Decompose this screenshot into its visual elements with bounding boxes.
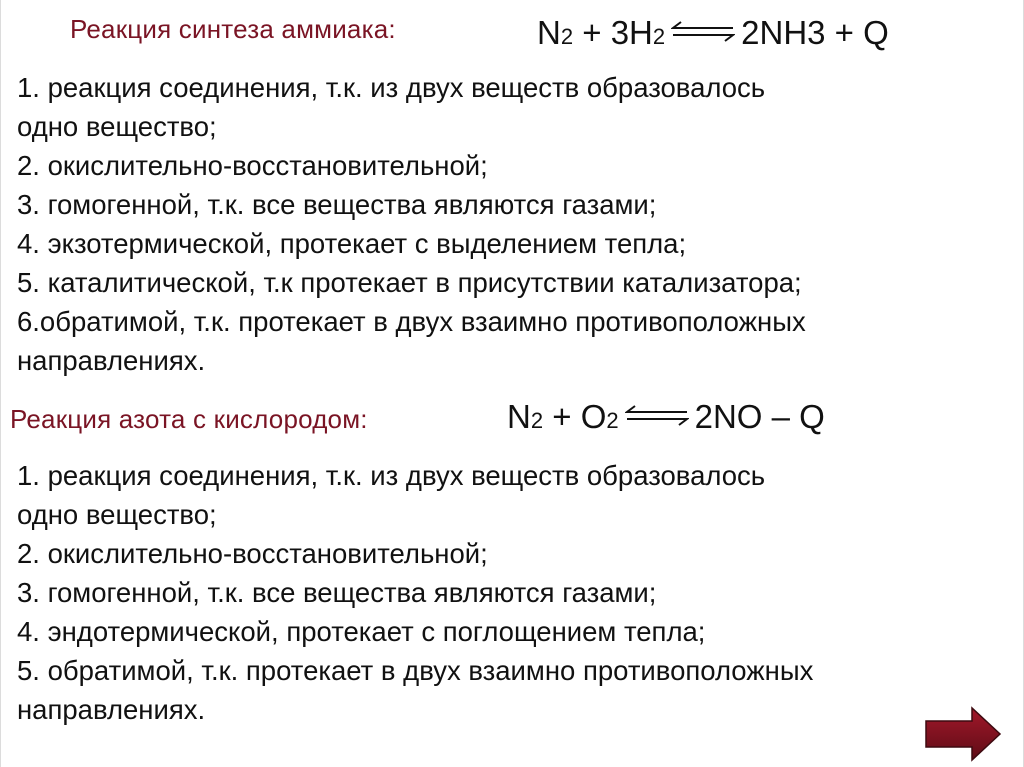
list-item: 3. гомогенной, т.к. все вещества являются газами; [17,189,657,220]
equation-product: 2NO – Q [694,398,825,435]
list-item: 5. обратимой, т.к. протекает в двух взаимно противоположных [17,655,814,686]
next-slide-button[interactable] [922,706,1002,762]
list-item: одно вещество; [17,499,217,530]
list-item: 4. экзотермической, протекает с выделением тепла; [17,228,687,259]
list-item: 1. реакция соединения, т.к. из двух веществ образовалось [17,72,766,103]
arrow-right-icon [922,706,1002,762]
list-item: 2. окислительно-восстановительной; [17,150,488,181]
ammonia-equation: N 2 + 3H 2 2NH3 + Q [537,14,889,51]
nitrogen-oxygen-equation: N 2 + O 2 2NO – Q [507,398,825,435]
list-item: 5. каталитической, т.к протекает в присутствии катализатора; [17,267,802,298]
equation-reactant-n: N [537,14,561,51]
equation-product: 2NH3 + Q [741,14,889,51]
equation-reactant-n: N [507,398,531,435]
slide-left-border [0,0,1,767]
list-item: 2. окислительно-восстановительной; [17,538,488,569]
list-item: 4. эндотермической, протекает с поглощением тепла; [17,616,706,647]
ammonia-properties-list [17,68,806,380]
list-item: 6.обратимой, т.к. протекает в двух взаимно противоположных [17,306,806,337]
equilibrium-arrows-icon [671,20,735,42]
equation-reactant-h: + 3H [573,14,653,51]
equation-reactant-o: + O [543,398,607,435]
equilibrium-arrows-icon [625,404,689,426]
list-item: одно вещество; [17,111,217,142]
list-item: 3. гомогенной, т.к. все вещества являются газами; [17,577,657,608]
nitrogen-oxygen-properties-list [17,456,813,729]
ammonia-heading: Реакция синтеза аммиака: [70,14,396,44]
list-item: направлениях. [17,694,206,725]
list-item: направлениях. [17,345,206,376]
nitrogen-oxygen-heading: Реакция азота с кислородом: [10,404,368,434]
list-item: 1. реакция соединения, т.к. из двух веществ образовалось [17,460,766,491]
